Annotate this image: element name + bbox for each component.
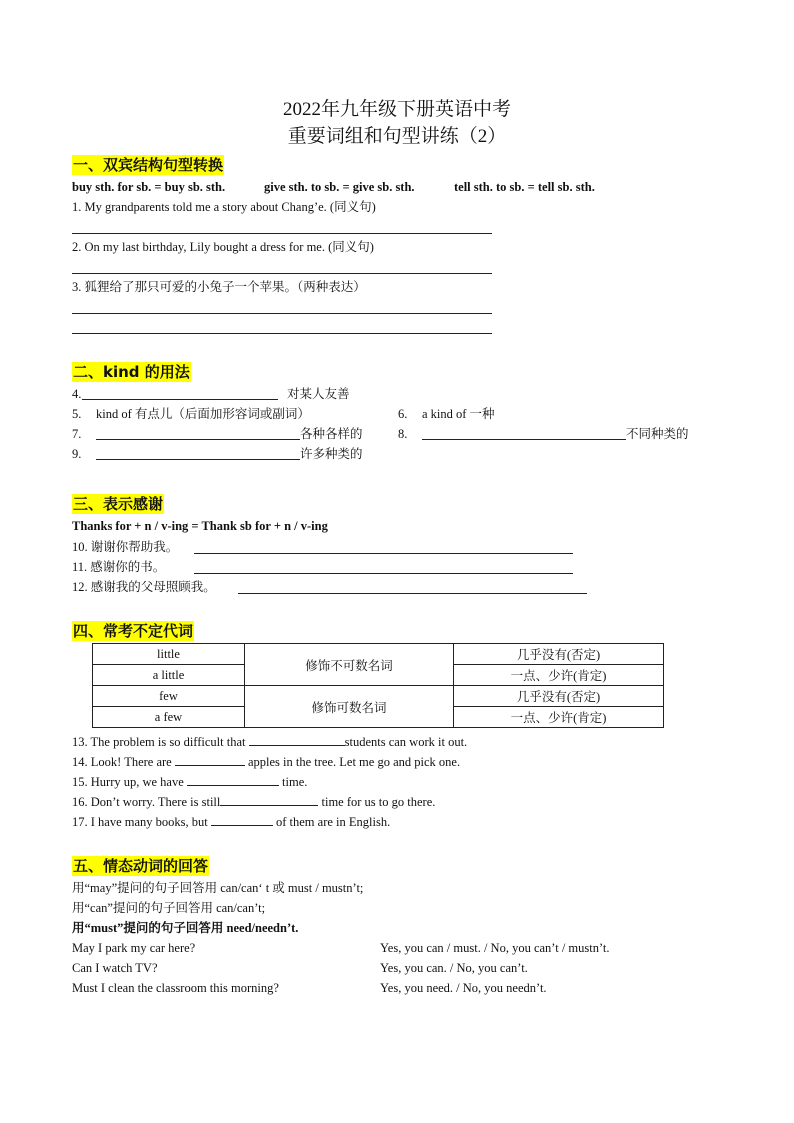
page-subtitle: 重要词组和句型讲练（2） bbox=[287, 126, 507, 147]
question-15 bbox=[72, 773, 307, 791]
formula-tell: tell sth. to sb. = tell sb. sth. bbox=[454, 180, 595, 194]
question-15-end: time. bbox=[278, 775, 308, 789]
table-cell: 修饰可数名词 bbox=[245, 686, 454, 728]
table-cell: 一点、少许(肯定) bbox=[454, 707, 664, 728]
item-7-number: 7. bbox=[72, 427, 82, 441]
question-10: 10. 谢谢你帮助我。 bbox=[72, 540, 179, 554]
item-9-blank[interactable] bbox=[96, 459, 300, 460]
question-14 bbox=[72, 753, 460, 771]
section-2-heading: 二、kind 的用法 bbox=[73, 363, 190, 381]
question-2: 2. On my last birthday, Lily bought a dress for me. (同义句) bbox=[72, 240, 374, 254]
table-cell: 几乎没有(否定) bbox=[454, 644, 664, 665]
item-5-number: 5. bbox=[72, 407, 82, 421]
table-cell: a few bbox=[93, 707, 245, 728]
modal-rule-can: 用“can”提问的句子回答用 can/can’t; bbox=[72, 901, 266, 915]
blank-16[interactable] bbox=[220, 793, 318, 806]
item-9-number: 9. bbox=[72, 447, 82, 461]
item-4-text: 对某人友善 bbox=[287, 387, 350, 401]
formula-give: give sth. to sb. = give sb. sth. bbox=[264, 180, 415, 194]
table-row bbox=[93, 686, 664, 707]
item-8-number: 8. bbox=[398, 427, 408, 441]
question-13-end: students can work it out. bbox=[344, 735, 468, 749]
example-answer-3: Yes, you need. / No, you needn’t. bbox=[380, 981, 547, 995]
item-8-text: 不同种类的 bbox=[626, 427, 689, 441]
question-12: 12. 感谢我的父母照顾我。 bbox=[72, 580, 216, 594]
page-title: 2022年九年级下册英语中考 bbox=[282, 99, 511, 120]
answer-line-1[interactable] bbox=[72, 233, 492, 234]
table-cell: 修饰不可数名词 bbox=[245, 644, 454, 686]
example-answer-2: Yes, you can. / No, you can’t. bbox=[380, 961, 528, 975]
item-8-blank[interactable] bbox=[422, 439, 626, 440]
question-13 bbox=[72, 733, 467, 751]
item-6-number: 6. bbox=[398, 407, 408, 421]
item-6-text: a kind of 一种 bbox=[422, 407, 495, 421]
question-17-end: of them are in English. bbox=[272, 815, 391, 829]
formula-buy: buy sth. for sb. = buy sb. sth. bbox=[72, 180, 226, 194]
question-17-start: 17. I have many books, but bbox=[72, 815, 211, 829]
question-15-start: 15. Hurry up, we have bbox=[72, 775, 187, 789]
example-question-3: Must I clean the classroom this morning? bbox=[72, 981, 279, 995]
question-16-start: 16. Don’t worry. There is still bbox=[72, 795, 221, 809]
table-row bbox=[93, 644, 664, 665]
table-cell: a little bbox=[93, 665, 245, 686]
modal-rule-must: 用“must”提问的句子回答用 need/needn’t. bbox=[72, 921, 299, 935]
question-14-start: 14. Look! There are bbox=[72, 755, 175, 769]
blank-13[interactable] bbox=[249, 733, 345, 746]
pronoun-table bbox=[92, 643, 664, 728]
question-16-end: time for us to go there. bbox=[318, 795, 436, 809]
question-14-end: apples in the tree. Let me go and pick one. bbox=[244, 755, 461, 769]
item-7-blank[interactable] bbox=[96, 439, 300, 440]
item-4-blank[interactable] bbox=[82, 399, 278, 400]
blank-15[interactable] bbox=[187, 773, 279, 786]
item-5-text: kind of 有点儿（后面加形容词或副词） bbox=[96, 407, 310, 421]
table-cell: 几乎没有(否定) bbox=[454, 686, 664, 707]
question-16 bbox=[72, 793, 435, 811]
question-17 bbox=[72, 813, 390, 831]
answer-line-3a[interactable] bbox=[72, 313, 492, 314]
section-4-heading: 四、常考不定代词 bbox=[73, 622, 194, 640]
section-5-heading: 五、情态动词的回答 bbox=[73, 857, 209, 875]
table-cell: 一点、少许(肯定) bbox=[454, 665, 664, 686]
answer-line-11[interactable] bbox=[194, 573, 573, 574]
item-7-text: 各种各样的 bbox=[300, 427, 363, 441]
item-9-text: 许多种类的 bbox=[300, 447, 363, 461]
section-1-heading: 一、双宾结构句型转换 bbox=[73, 156, 224, 174]
answer-line-10[interactable] bbox=[194, 553, 573, 554]
item-4-number: 4. bbox=[72, 387, 82, 401]
section-3-heading: 三、表示感谢 bbox=[73, 495, 164, 513]
modal-rule-may: 用“may”提问的句子回答用 can/can‘ t 或 must / mustn’t; bbox=[72, 881, 364, 895]
answer-line-2[interactable] bbox=[72, 273, 492, 274]
question-1: 1. My grandparents told me a story about Chang’e. (同义句) bbox=[72, 200, 376, 214]
example-answer-1: Yes, you can / must. / No, you can’t / mustn’t. bbox=[380, 941, 610, 955]
table-cell: little bbox=[93, 644, 245, 665]
question-13-start: 13. The problem is so difficult that bbox=[72, 735, 249, 749]
answer-line-12[interactable] bbox=[238, 593, 587, 594]
question-11: 11. 感谢你的书。 bbox=[72, 560, 166, 574]
blank-14[interactable] bbox=[175, 753, 245, 766]
table-cell: few bbox=[93, 686, 245, 707]
example-question-2: Can I watch TV? bbox=[72, 961, 158, 975]
blank-17[interactable] bbox=[211, 813, 273, 826]
example-question-1: May I park my car here? bbox=[72, 941, 196, 955]
question-3: 3. 狐狸给了那只可爱的小兔子一个苹果。（两种表达） bbox=[72, 280, 366, 294]
thanks-formula: Thanks for + n / v-ing = Thank sb for + n / v-ing bbox=[72, 519, 328, 533]
answer-line-3b[interactable] bbox=[72, 333, 492, 334]
